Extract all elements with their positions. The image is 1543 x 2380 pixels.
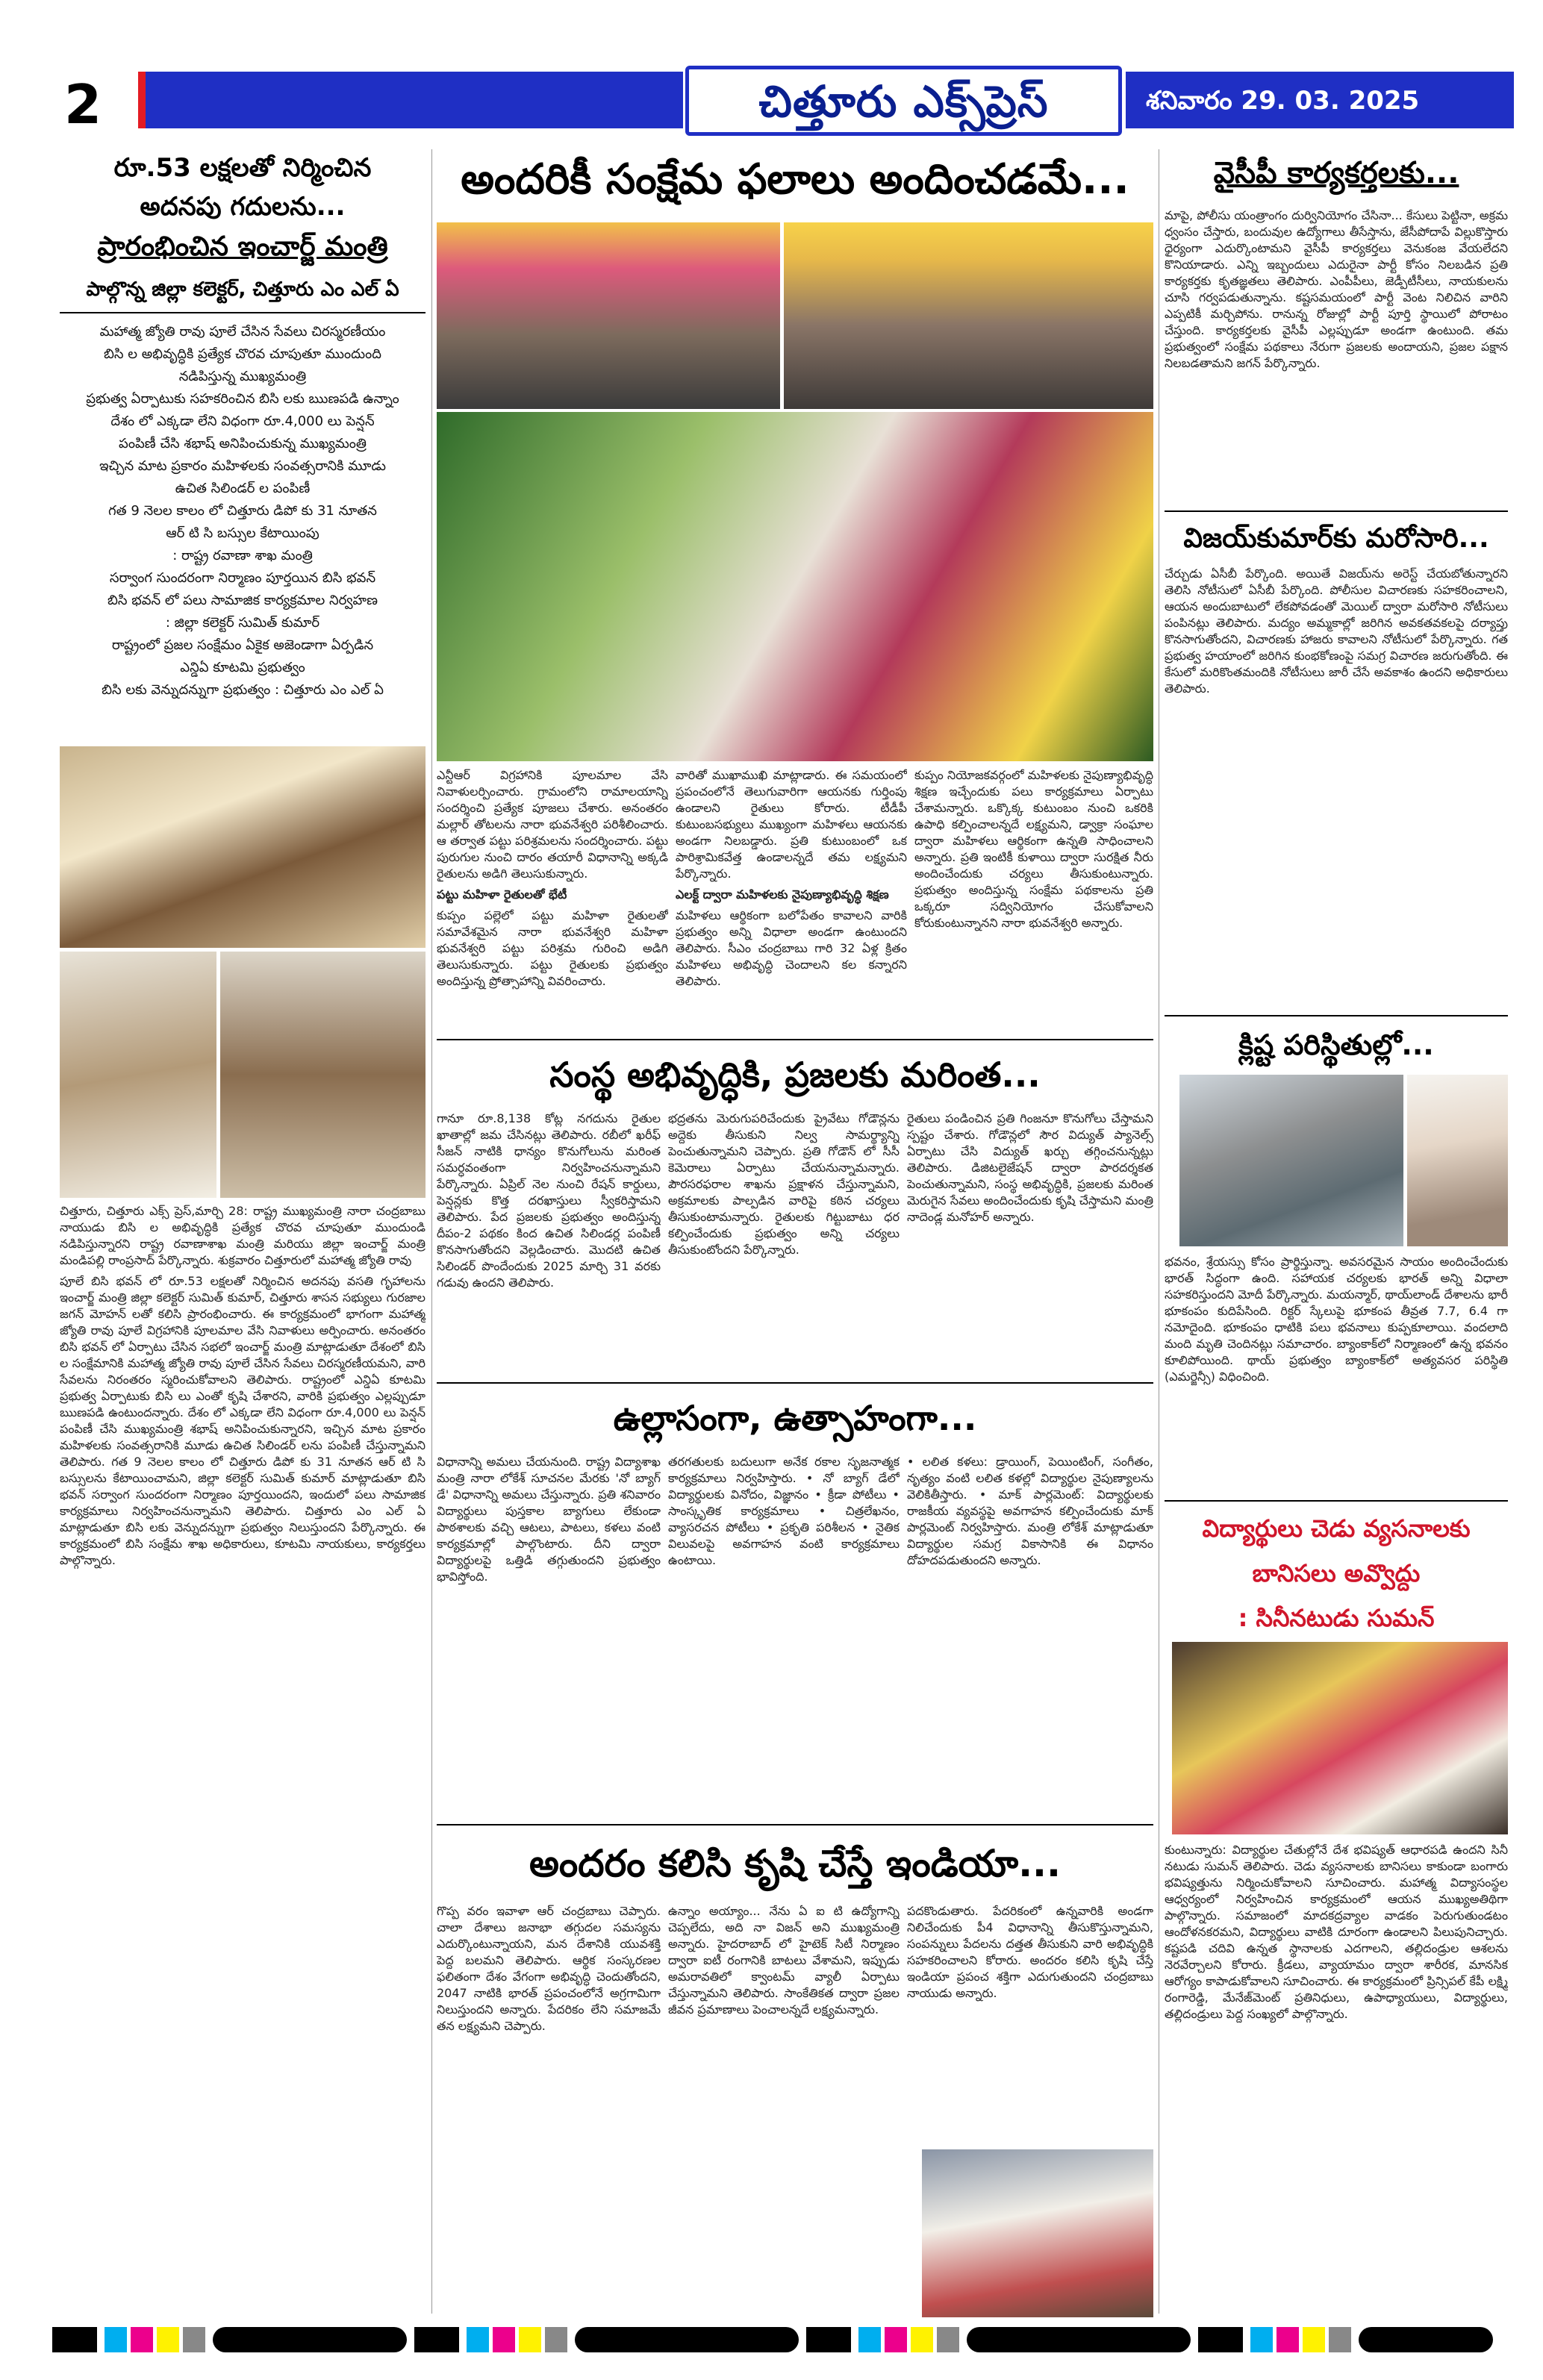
highlight-item: నడిపిస్తున్న ముఖ్యమంత్రి xyxy=(178,369,307,384)
highlight-item: రాష్ట్రంలో ప్రజల సంక్షేమం ఏకైక అజెండాగా ఏర్పడిన xyxy=(111,637,374,653)
article-paragraph: వారితో ముఖాముఖి మాట్లాడారు. ఈ సమయంలో ప్రపంచంలోనే తెలుగువారిగా ఆయనకు గుర్తింపు ఉండాలని రైతులు కోరారు. టీడీపీ కుటుంబసభ్యులు ముఖ్యంగా మహిళలు ఆయనకు అండగా నిలబడ్డారు. ప్రతి కుటుంబంలో ఒక పారిశ్రామికవేత్త ఉండాలన్నదే తమ లక్ష్యమని పేర్కొన్నారు. xyxy=(676,768,907,881)
right-story-1-body xyxy=(1165,207,1508,521)
highlight-item: బిసి ల అభివృద్ధికి ప్రత్యేక చొరవ చూపుతూ ముందుంది xyxy=(104,346,381,362)
mid3-col-3 xyxy=(907,1903,1153,2142)
article-paragraph: గానూ రూ.8,138 కోట్ల నగదును రైతుల ఖాతాల్లో జమ చేసినట్లు తెలిపారు. రబీలో ఖరీఫ్ సీజన్ నాటికి ధాన్యం కొనుగోలును మరింత సమర్ధవంతంగా నిర్వహించనున్నామని పేర్కొన్నారు. ఏప్రిల్ నెల నుంచి రేషన్ కార్డులు, పెన్షన్లకు కొత్త దరఖాస్తులు స్వీకరిస్తామని తెలిపారు. పేద ప్రజలకు ప్రభుత్వం అందిస్తున్న దీపం-2 పథకం కింద ఉచిత సిలిండర్ల పంపిణీ కొనసాగుతోందని వెల్లడించారు. మొదటి ఉచిత సిలిండర్ పొందేందుకు 2025 మార్చి 31 వరకు గడువు ఉందని తెలిపారు. xyxy=(437,1111,661,1290)
event-crowd-photo xyxy=(437,222,780,409)
mid3-col-2 xyxy=(668,1903,900,2321)
mid-col-3 xyxy=(907,1111,1153,1379)
bc-bhavan-photo xyxy=(60,746,426,948)
article-paragraph: పూలే బిసి భవన్ లో రూ.53 లక్షలతో నిర్మించిన అదనపు వసతి గృహాలను ఇంచార్జ్ మంత్రి జిల్లా కలెక్టర్ సుమిత్ కుమార్, చిత్తూరు శాసన సభ్యులు గురజాల జగన్ మోహన్ లతో కలిసి ప్రారంభించారు. ఈ కార్యక్రమంలో భాగంగా మహాత్మ జ్యోతి రావు పూలే విగ్రహానికి పూలమాల వేసి నివాళులు అర్పించారు. అనంతరం బిసి భవన్ లో ఏర్పాటు చేసిన సభలో ఇంచార్జ్ మంత్రి మాట్లాడుతూ దేశంలో బిసి ల సంక్షేమానికి మహాత్మ జ్యోతి రావు పూలే చేసిన సేవలు చిరస్మరణీయమని, వారి సేవలను నిరంతరం స్మరించుకోవాలని తెలిపారు. రాష్ట్రంలో ఎన్డిఏ కూటమి ప్రభుత్వ ఏర్పాటుకు బిసి లు ఎంతో కృషి చేశారని, వారికి ప్రభుత్వం ఎల్లప్పుడూ ఋణపడి ఉంటుందన్నారు. దేశం లో ఎక్కడా లేని విధంగా రూ.4,000 లు పెన్షన్ పంపిణీ చేసి ముఖ్యమంత్రి శభాష్ అనిపించుకున్నారని, ఇచ్చిన మాట ప్రకారం మహిళలకు సంవత్సరానికి మూడు ఉచిత సిలిండర్ లను పంపిణీ చేస్తున్నామని తెలిపారు. గత 9 నెలల కాలం లో చిత్తూరు డిపో కు 31 నూతన ఆర్ టి సి బస్సులను కేటాయించామని, జిల్లా కలెక్టర్ సుమిత్ కుమార్ మాట్లాడుతూ బిసి భవన్ సర్వాంగ సుందరంగా నిర్మాణం పూర్తయిందని, ఇందులో పలు సామాజిక కార్యక్రమాలు నిర్వహించనున్నామని తెలిపారు. చిత్తూరు ఎం ఎల్ ఏ మాట్లాడుతూ బిసి లకు వెన్నుదన్నుగా ప్రభుత్వం నిలుస్తుందని పేర్కొన్నారు. ఈ కార్యక్రమంలో బిసి సంక్షేమ శాఖ అధికారులు, కూటమి నాయకులు, కార్యకర్తలు పాల్గొన్నారు. xyxy=(60,1274,426,1567)
mid-headline-2: ఉల్లాసంగా, ఉత్సాహంగా... xyxy=(613,1398,977,1438)
mid3-col-1 xyxy=(437,1903,661,2321)
left-highlights xyxy=(60,322,426,733)
mid2-col-1 xyxy=(437,1454,661,1820)
right-headline-4b: బానిసలు అవ్వొద్దు xyxy=(1252,1559,1421,1587)
issue-date: శనివారం 29. 03. 2025 xyxy=(1146,86,1420,116)
center-col-3 xyxy=(914,767,1153,1036)
right-headline-1: వైసీపీ కార్యకర్తలకు... xyxy=(1213,156,1459,190)
article-paragraph: • లలిత కళలు: డ్రాయింగ్, పెయింటింగ్, సంగీతం, నృత్యం వంటి లలిత కళల్లో విద్యార్థుల నైపుణ్యాలను వెలికితీస్తారు. • మాక్ పార్లమెంట్: విద్యార్థులకు రాజకీయ వ్యవస్థపై అవగాహన కల్పించేందుకు మాక్ పార్లమెంట్ నిర్వహిస్తారు. మంత్రి లోకేశ్ మాట్లాడుతూ విద్యార్థుల సమగ్ర వికాసానికి ఈ విధానం దోహదపడుతుందని అన్నారు. xyxy=(907,1455,1153,1567)
left-headline-4: పాల్గొన్న జిల్లా కలెక్టర్, చిత్తూరు ఎం ఎల్ ఏ xyxy=(86,278,399,301)
article-paragraph: కుంటున్నారు: విద్యార్థుల చేతుల్లోనే దేశ భవిష్యత్ ఆధారపడి ఉందని సినీ నటుడు సుమన్ తెలిపారు. చెడు వ్యసనాలకు బానిసలు కాకుండా బంగారు భవిష్యత్తును నిర్మించుకోవాలని సూచించారు. మహాత్మ విద్యాసంస్థల ఆధ్వర్యంలో నిర్వహించిన కార్యక్రమంలో ఆయన ముఖ్యఅతిథిగా పాల్గొన్నారు. సమాజంలో మాదకద్రవ్యాల వాడకం పెరుగుతుండటం ఆందోళనకరమని, విద్యార్థులు వాటికి దూరంగా ఉండాలని పిలుపునిచ్చారు. కష్టపడి చదివి ఉన్నత స్థానాలకు ఎదగాలని, తల్లిదండ్రుల ఆశలను నెరవేర్చాలని కోరారు. క్రీడలు, వ్యాయామం ద్వారా శారీరక, మానసిక ఆరోగ్యం కాపాడుకోవాలని సూచించారు. ఈ కార్యక్రమంలో ప్రిన్సిపల్ కేపీ లక్ష్మి రంగారెడ్డి, మేనేజ్‌మెంట్ ప్రతినిధులు, ఉపాధ్యాయులు, విద్యార్థులు, తల్లిదండ్రులు పెద్ద సంఖ్యలో పాల్గొన్నారు. xyxy=(1165,1843,1508,2021)
highlight-item: : రాష్ట్ర రవాణా శాఖ మంత్రి xyxy=(172,548,313,563)
article-subheading: ఎలక్ట్ ద్వారా మహిళలకు నైపుణ్యాభివృద్ధి శిక్షణ xyxy=(676,887,889,902)
article-subheading: పట్టు మహిళా రైతులతో భేటీ xyxy=(437,887,567,902)
mid2-col-3 xyxy=(907,1454,1153,1820)
column-divider xyxy=(431,149,432,2314)
right-story-3-body xyxy=(1165,1254,1508,1500)
right-headline-4c: : సినీనటుడు సుమన్ xyxy=(1238,1604,1435,1632)
ribbon-cutting-photo xyxy=(60,952,216,1198)
highlight-item: దేశం లో ఎక్కడా లేని విధంగా రూ.4,000 లు పెన్షన్ xyxy=(110,413,375,429)
inauguration-photo xyxy=(220,952,426,1198)
divider xyxy=(1165,1015,1508,1016)
mid-headline-1: సంస్థ అభివృద్ధికి, ప్రజలకు మరింత... xyxy=(549,1055,1041,1095)
masthead-left-bar xyxy=(138,72,683,128)
masthead-title-box xyxy=(685,66,1122,136)
highlight-item: మహాత్మ జ్యోతి రావు పూలే చేసిన సేవలు చిరస్మరణీయం xyxy=(99,324,386,340)
article-paragraph: కుప్పం పల్లెలో పట్టు మహిళా రైతులతో సమావేశమైన నారా భువనేశ్వరి మహిళా భువనేశ్వరి పట్టు పరిశ్రమ గురించి అడిగి తెలుసుకున్నారు. పట్టు రైతులకు ప్రభుత్వం అందిస్తున్న ప్రోత్సాహాన్ని వివరించారు. xyxy=(437,908,668,988)
right-headline-2: విజయ్‌కుమార్‌కు మరోసారి... xyxy=(1183,523,1489,554)
chief-minister-speech-photo xyxy=(922,2149,1153,2317)
article-paragraph: చేర్చుడు ఏసీబీ పేర్కొంది. అయితే విజయ్‌ను అరెస్ట్ చేయబోతున్నారని తెలిసి నోటీసులో ఏసీబీ పేర్కొంది. పోలీసుల విచారణకు సహకరించాలని, ఆయన అందుబాటులో లేకపోవడంతో మెయిల్ ద్వారా మరోసారి నోటీసులు పంపినట్లు తెలిపారు. మద్యం అమ్మకాల్లో జరిగిన అవకతవకలపై దర్యాప్తు కొనసాగుతోందని, విచారణకు హాజరు కావాలని నోటీసులో పేర్కొన్నారు. గత ప్రభుత్వ హయాంలో జరిగిన కుంభకోణంపై సమగ్ర విచారణ జరుగుతోంది. ఈ కేసులో మరికొంతమందికి నోటీసులు జారీ చేసే అవకాశం ఉందని అధికారులు తెలిపారు. xyxy=(1165,566,1508,696)
highlight-item: ఇచ్చిన మాట ప్రకారం మహిళలకు సంవత్సరానికి మూడు xyxy=(99,458,386,474)
article-paragraph: రైతులు పండించిన ప్రతి గింజనూ కొనుగోలు చేస్తామని స్పష్టం చేశారు. గోడౌన్లలో సౌర విద్యుత్ ప్యానెల్స్ ఏర్పాటు చేసి విద్యుత్ ఖర్చు తగ్గించనున్నట్లు తెలిపారు. డిజిటలైజేషన్ ద్వారా పారదర్శకత పెంచుతున్నామని, సంస్థ అభివృద్ధికి, ప్రజలకు మరింత మెరుగైన సేవలు అందించేందుకు కృషి చేస్తామని మంత్రి నాదెండ్ల మనోహర్ అన్నారు. xyxy=(907,1111,1153,1224)
article-paragraph: మహిళలు ఆర్థికంగా బలోపేతం కావాలని వారికి ప్రభుత్వం అన్ని విధాలా అండగా ఉంటుందని తెలిపారు. సీఎం చంద్రబాబు గారి 32 ఏళ్ల క్రితం మహిళలు అభివృద్ధి చెందాలని కల కన్నారని తెలిపారు. xyxy=(676,908,907,988)
divider xyxy=(437,1824,1153,1825)
left-headline-2: అదనపు గదులను... xyxy=(140,192,346,222)
highlight-item: సర్వాంగ సుందరంగా నిర్మాణం పూర్తయిన బిసి భవన్ xyxy=(109,570,376,586)
registration-strip xyxy=(52,2327,1493,2352)
prime-minister-photo xyxy=(1407,1075,1508,1246)
earthquake-debris-photo xyxy=(1179,1075,1403,1246)
highlight-item: : జిల్లా కలెక్టర్ సుమిత్ కుమార్ xyxy=(165,615,320,631)
page-number: 2 xyxy=(64,75,102,134)
left-headline-3: ప్రారంభించిన ఇంచార్జ్ మంత్రి xyxy=(97,231,388,262)
mid2-col-2 xyxy=(668,1454,900,1820)
mid-col-2 xyxy=(668,1111,900,1379)
article-paragraph: విధానాన్ని అమలు చేయనుంది. రాష్ట్ర విద్యాశాఖ మంత్రి నారా లోకేశ్ సూచనల మేరకు 'నో బ్యాగ్ డే' విధానాన్ని అమలు చేస్తున్నారు. ప్రతి శనివారం విద్యార్థులు పుస్తకాల బ్యాగులు లేకుండా పాఠశాలకు వచ్చి ఆటలు, పాటలు, కళలు వంటి కార్యక్రమాల్లో పాల్గొంటారు. దీని ద్వారా విద్యార్థులపై ఒత్తిడి తగ్గుతుందని ప్రభుత్వం భావిస్తోంది. xyxy=(437,1455,661,1584)
divider xyxy=(437,1382,1153,1384)
left-article-body xyxy=(60,1203,426,2323)
article-paragraph: ఎన్టీఆర్ విగ్రహానికి పూలమాల వేసి నివాళులర్పించారు. గ్రామంలోని రామాలయాన్ని సందర్శించి ప్రత్యేక పూజలు చేశారు. అనంతరం మల్లార్ తోటలను నారా భువనేశ్వరి పరిశీలించారు. ఆ తర్వాత పట్టు పరిశ్రమలను సందర్శించారు. పట్టు పురుగుల నుంచి దారం తయారీ విధానాన్ని అక్కడి రైతులను అడిగి తెలుసుకున్నారు. xyxy=(437,768,668,881)
mid-headline-3: అందరం కలిసి కృషి చేస్తే ఇండియా... xyxy=(529,1842,1062,1885)
right-headline-4a: విద్యార్థులు చెడు వ్యసనాలకు xyxy=(1202,1514,1471,1543)
highlight-item: గత 9 నెలల కాలం లో చిత్తూరు డిపో కు 31 నూతన xyxy=(108,503,377,519)
divider xyxy=(1165,510,1508,512)
divider xyxy=(437,1039,1153,1040)
highlight-item: ఆర్ టి సి బస్సుల కేటాయింపు xyxy=(166,525,319,541)
center-col-2 xyxy=(676,767,907,1036)
divider xyxy=(1165,1500,1508,1502)
article-paragraph: చిత్తూరు, చిత్తూరు ఎక్స్ ప్రెస్,మార్చి 28: రాష్ట్ర ముఖ్యమంత్రి నారా చంద్రబాబు నాయుడు బిసి ల అభివృద్ధికి ప్రత్యేక చొరవ చూపుతూ ముందుండి నడిపిస్తున్నారని రాష్ట్ర రవాణాశాఖ మంత్రి మరియు జిల్లా ఇంచార్జ్ మంత్రి మండిపల్లి రాంప్రసాద్ పేర్కొన్నారు. శుక్రవారం చిత్తూరులో మహాత్మ జ్యోతి రావు xyxy=(60,1204,426,1267)
newspaper-title: చిత్తూరు ఎక్స్‌ప్రెస్ xyxy=(758,76,1049,127)
actor-suman-photo xyxy=(1172,1642,1508,1834)
highlight-item: ఉచిత సిలిండర్ ల పంపిణీ xyxy=(175,481,311,496)
article-paragraph: తరగతులకు బదులుగా అనేక రకాల సృజనాత్మక కార్యక్రమాలు నిర్వహిస్తారు. • నో బ్యాగ్ డేలో విద్యార్థులకు వినోదం, విజ్ఞానం • క్రీడా పోటీలు • సాంస్కృతిక కార్యక్రమాలు • చిత్రలేఖనం, వ్యాసరచన పోటీలు • ప్రకృతి పరిశీలన • నైతిక విలువలపై అవగాహన వంటి కార్యక్రమాలు ఉంటాయి. xyxy=(668,1455,900,1567)
highlight-item: ఎన్డిఏ కూటమి ప్రభుత్వం xyxy=(180,660,305,675)
right-story-4-body xyxy=(1165,1842,1508,2320)
article-paragraph: పదకొండుతారు. పేదరికంలో ఉన్నవారికి అండగా నిలిచేందుకు పీ4 విధానాన్ని తీసుకొస్తున్నామని, సంపన్నులు పేదలను దత్తత తీసుకుని వారి అభివృద్ధికి సహకరించాలని కోరారు. అందరం కలిసి కృషి చేస్తే ఇండియా ప్రపంచ శక్తిగా ఎదుగుతుందని చంద్రబాబు నాయుడు అన్నారు. xyxy=(907,1904,1153,2000)
plant-distribution-photo xyxy=(437,412,1153,761)
divider xyxy=(60,312,426,313)
right-story-2-body xyxy=(1165,566,1508,1013)
highlight-item: బిసి లకు వెన్నుదన్నుగా ప్రభుత్వం : చిత్తూరు ఎం ఎల్ ఏ xyxy=(102,682,384,698)
article-paragraph: కుప్పం నియోజకవర్గంలో మహిళలకు నైపుణ్యాభివృద్ధి శిక్షణ ఇచ్చేందుకు పలు కార్యక్రమాలు ఏర్పాటు చేశామన్నారు. ఒక్కొక్క కుటుంబం నుంచి ఒకరికి ఉపాధి కల్పించాలన్నదే లక్ష్యమని, డ్వాక్రా సంఘాల ద్వారా మహిళలు ఆర్థికంగా ఉన్నతి సాధించాలని అన్నారు. ప్రతి ఇంటికీ కుళాయి ద్వారా సురక్షిత నీరు అందించేందుకు చర్యలు తీసుకుంటున్నారు. ప్రభుత్వం అందిస్తున్న సంక్షేమ పథకాలను ప్రతి ఒక్కరూ సద్వినియోగం చేసుకోవాలని కోరుకుంటున్నానని నారా భువనేశ్వరి అన్నారు. xyxy=(914,768,1153,930)
highlight-item: పంపిణీ చేసి శభాష్ అనిపించుకున్న ముఖ్యమంత్రి xyxy=(119,436,367,452)
left-headline-1: రూ.53 లక్షలతో నిర్మించిన xyxy=(113,153,372,183)
highlight-item: బిసి భవన్ లో పలు సామాజిక కార్యక్రమాల నిర్వహణ xyxy=(107,593,378,608)
article-paragraph: ఉన్నాం అయ్యాం... నేను ఏ ఐ టి ఉద్యోగాన్ని చెప్పలేదు, అది నా విజన్ అని ముఖ్యమంత్రి అన్నారు. హైదరాబాద్ లో హైటెక్ సిటీ నిర్మాణం ద్వారా ఐటీ రంగానికి బాటలు వేశామని, ఇప్పుడు అమరావతిలో క్వాంటమ్ వ్యాలీ ఏర్పాటు చేస్తున్నామని తెలిపారు. సాంకేతికత ద్వారా ప్రజల జీవన ప్రమాణాలు పెంచాలన్నదే లక్ష్యమన్నారు. xyxy=(668,1904,900,2017)
highlight-item: ప్రభుత్వ ఏర్పాటుకు సహకరించిన బిసి లకు ఋణపడి ఉన్నాం xyxy=(86,391,399,407)
article-paragraph: మాపై, పోలీసు యంత్రాంగం దుర్వినియోగం చేసినా... కేసులు పెట్టినా, అక్రమ ధ్వంసం చేస్తారు, బందువుల ఉద్యోగాలు తీసేస్తాను, జేసీపోదాపే విల్లుకొస్తారు ధైర్యంగా ఎదుర్కొంటామని వైసీపీ కార్యకర్తలు వెనుకంజ వేయలేదని కొనియాడారు. ఎన్ని ఇబ్బందులు ఎదురైనా పార్టీ కోసం నిలబడిన ప్రతి కార్యకర్తకు కృతజ్ఞతలు తెలిపారు. ఎంపీపీలు, జెడ్పీటీసీలు, నాయకులను చూసి గర్వపడుతున్నాను. కష్టసమయంలో పార్టీ వెంట నిలిచిన వారిని ఎప్పటికీ మర్చిపోను. రానున్న రోజుల్లో పార్టీ పూర్తి స్థాయిలో పోరాటం చేస్తుంది. కార్యకర్తలకు వైసీపీ ఎల్లప్పుడూ అండగా ఉంటుంది. తమ ప్రభుత్వంలో సంక్షేమ పథకాలు నేరుగా ప్రజలకు అందాయని, ప్రజల పక్షాన నిలబడతామని జగన్ పేర్కొన్నారు. xyxy=(1165,208,1508,370)
center-headline: అందరికీ సంక్షేమ ఫలాలు అందించడమే... xyxy=(461,155,1129,204)
center-col-1 xyxy=(437,767,668,1036)
women-gathering-photo xyxy=(784,222,1153,409)
article-paragraph: భవనం, శ్రేయస్సు కోసం ప్రార్థిస్తున్నా. అవసరమైన సాయం అందించేందుకు భారత్ సిద్ధంగా ఉంది. సహాయక చర్యలకు భారత్ అన్ని విధాలా సహకరిస్తుందని మోదీ పేర్కొన్నారు. మయన్మార్, థాయ్‌లాండ్ దేశాలను భారీ భూకంపం కుదిపేసింది. రిక్టర్ స్కేలుపై భూకంప తీవ్రత 7.7, 6.4 గా నమోదైంది. భూకంపం ధాటికి పలు భవనాలు కుప్పకూలాయి. వందలాది మంది మృతి చెందినట్లు సమాచారం. బ్యాంకాక్‌లో నిర్మాణంలో ఉన్న భవనం కూలిపోయింది. థాయ్ ప్రభుత్వం బ్యాంకాక్‌లో అత్యవసర పరిస్థితి (ఎమర్జెన్సీ) విధించింది. xyxy=(1165,1255,1508,1384)
article-paragraph: గొప్ప వరం ఇవాళా ఆర్ చంద్రబాబు చెప్పారు. చాలా దేశాలు జనాభా తగ్గుదల సమస్యను ఎదుర్కొంటున్నాయని, మన దేశానికి యువశక్తి పెద్ద బలమని తెలిపారు. ఆర్థిక సంస్కరణల ఫలితంగా దేశం వేగంగా అభివృద్ధి చెందుతోందని, 2047 నాటికి భారత్ ప్రపంచంలోనే అగ్రగామిగా నిలుస్తుందని అన్నారు. పేదరికం లేని సమాజమే తన లక్ష్యమని చెప్పారు. xyxy=(437,1904,661,2033)
mid-col-1 xyxy=(437,1111,661,1379)
article-paragraph: భద్రతను మెరుగుపరిచేందుకు ప్రైవేటు గోడౌన్లను అద్దెకు తీసుకుని నిల్వ సామర్థ్యాన్ని పెంచుతున్నామని చెప్పారు. ప్రతి గోడౌన్ లో సీసీ కెమెరాలు ఏర్పాటు చేయనున్నామన్నారు. పౌరసరఫరాల శాఖను ప్రక్షాళన చేస్తున్నామని, అక్రమాలకు పాల్పడిన వారిపై కఠిన చర్యలు తీసుకుంటామన్నారు. రైతులకు గిట్టుబాటు ధర కల్పించేందుకు ప్రభుత్వం అన్ని చర్యలు తీసుకుంటోందని పేర్కొన్నారు. xyxy=(668,1111,900,1257)
right-headline-3: క్లిష్ట పరిస్థితుల్లో... xyxy=(1238,1028,1434,1061)
